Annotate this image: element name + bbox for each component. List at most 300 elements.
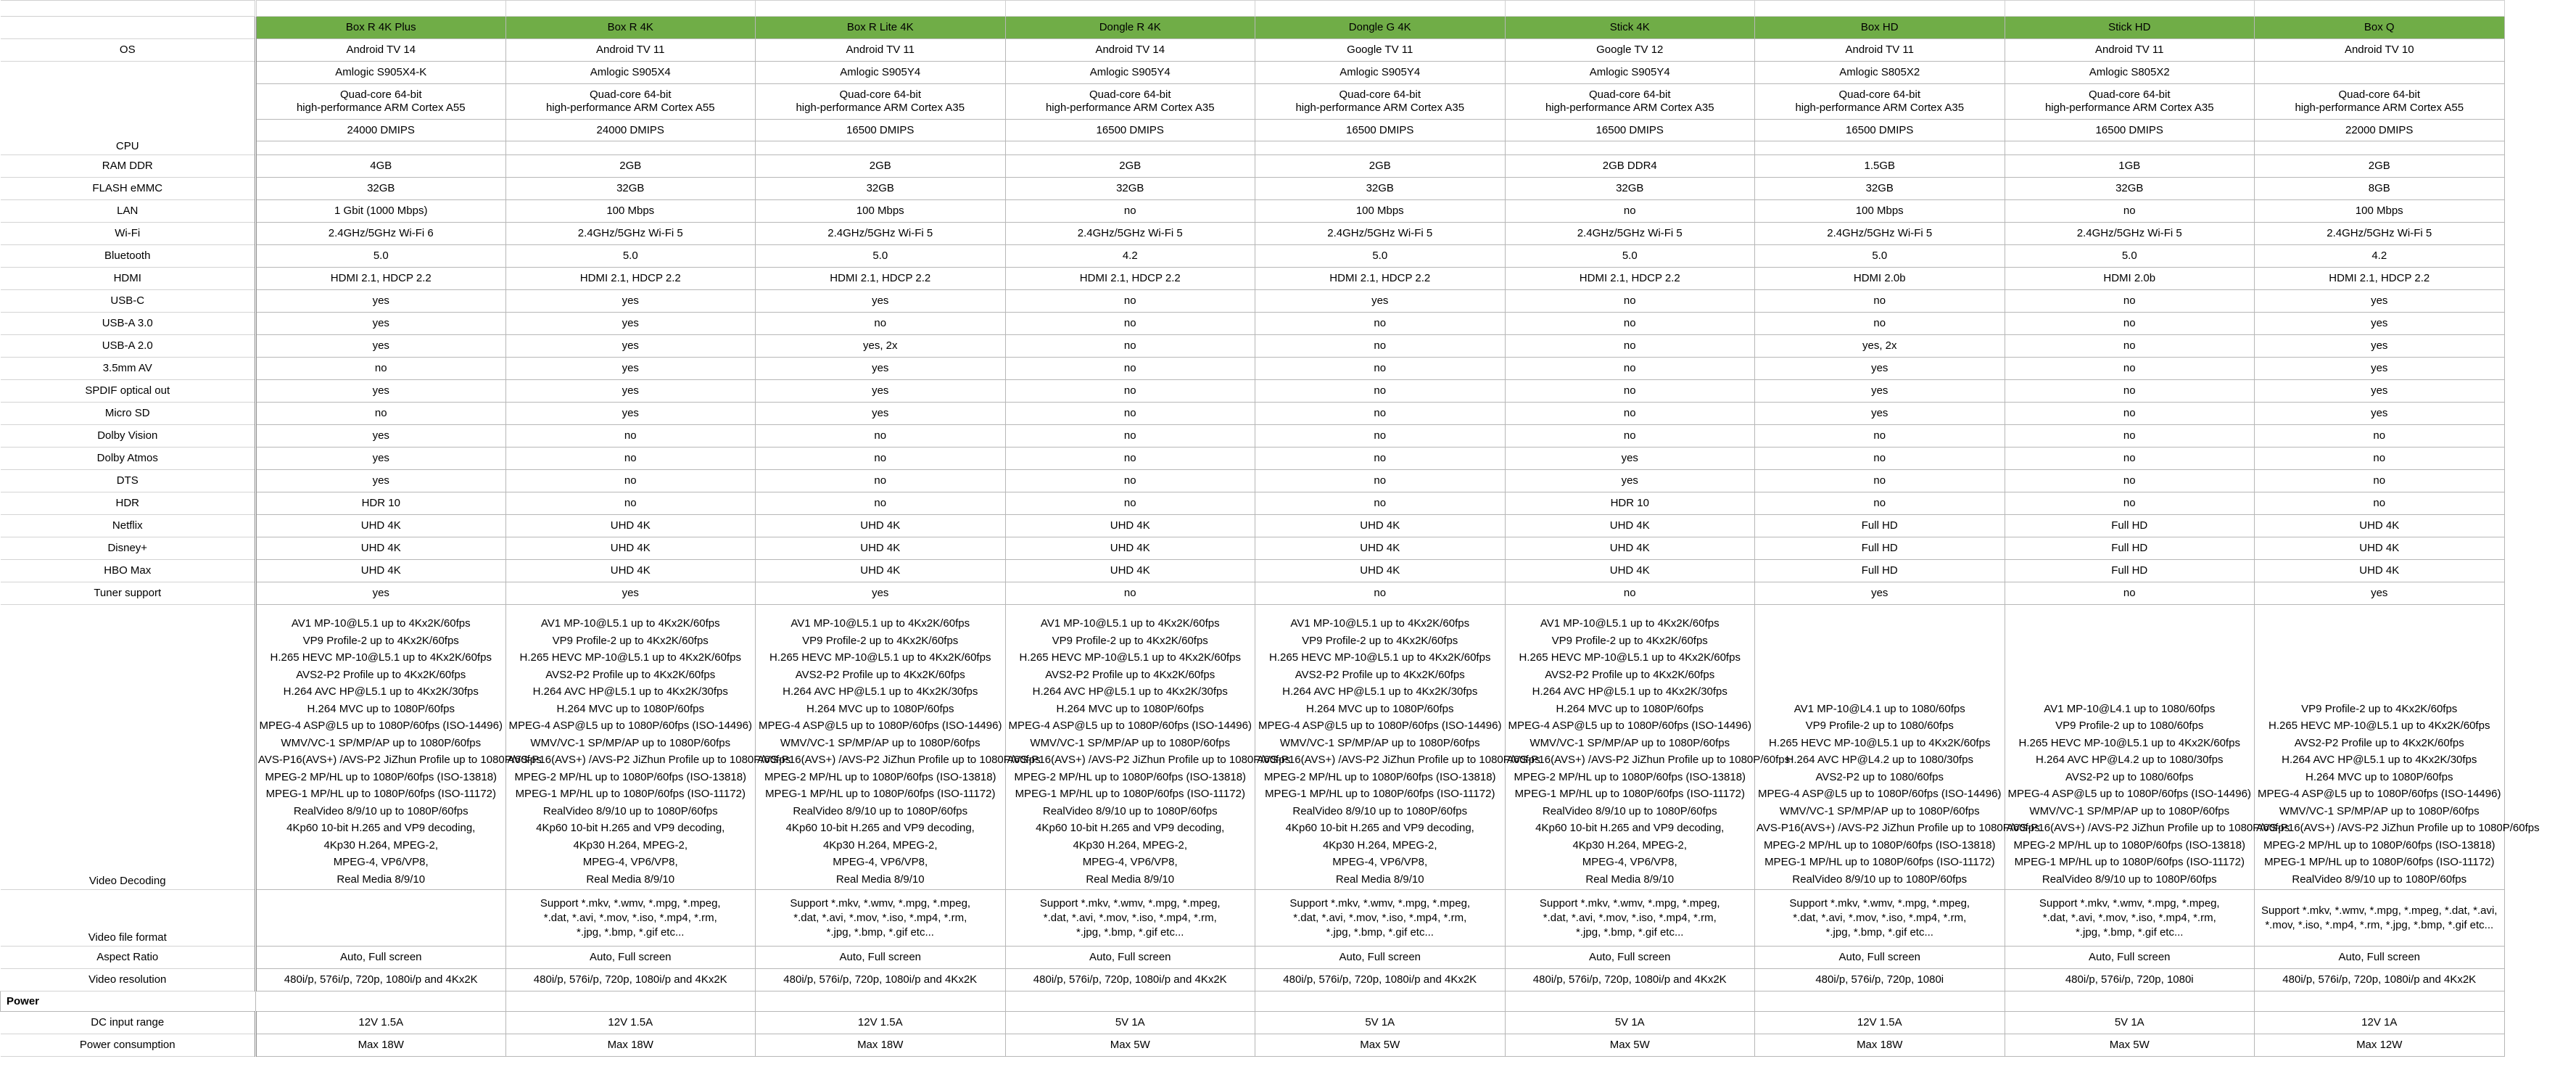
column-header-box-r-lite-4k[interactable]: Box R Lite 4K: [756, 17, 1006, 39]
spec-cell[interactable]: Max 5W: [1505, 1034, 1755, 1057]
spec-cell[interactable]: yes: [1505, 470, 1755, 492]
spec-cell[interactable]: yes: [2255, 358, 2505, 380]
spec-cell[interactable]: 480i/p, 576i/p, 720p, 1080i/p and 4Kx2K: [2255, 969, 2505, 991]
spec-cell[interactable]: 480i/p, 576i/p, 720p, 1080i/p and 4Kx2K: [505, 969, 756, 991]
row-label-tuner-support[interactable]: Tuner support: [1, 582, 256, 605]
cell-empty[interactable]: [756, 991, 1006, 1012]
row-label-aspect-ratio[interactable]: Aspect Ratio: [1, 947, 256, 969]
spec-cell[interactable]: 12V 1.5A: [505, 1012, 756, 1034]
spec-cell[interactable]: yes: [256, 380, 506, 403]
spec-cell[interactable]: yes: [256, 290, 506, 313]
cell-empty[interactable]: [2255, 1, 2505, 17]
spec-cell[interactable]: Amlogic S905X4-K: [256, 62, 506, 84]
spec-cell[interactable]: no: [505, 470, 756, 492]
spec-cell[interactable]: Auto, Full screen: [2255, 947, 2505, 969]
spec-cell[interactable]: UHD 4K: [1505, 537, 1755, 560]
spec-cell[interactable]: yes: [2255, 335, 2505, 358]
row-label-dts[interactable]: DTS: [1, 470, 256, 492]
spec-cell[interactable]: 1 Gbit (1000 Mbps): [256, 200, 506, 223]
spec-cell[interactable]: Full HD: [1755, 515, 2005, 537]
cell-empty[interactable]: [1005, 141, 1255, 155]
spec-cell[interactable]: Amlogic S805X2: [2005, 62, 2255, 84]
row-label-cpu[interactable]: CPU: [1, 62, 256, 155]
spec-cell[interactable]: no: [1505, 290, 1755, 313]
spec-cell[interactable]: 24000 DMIPS: [256, 120, 506, 141]
spec-cell[interactable]: Max 18W: [505, 1034, 756, 1057]
spec-cell[interactable]: no: [505, 448, 756, 470]
spec-cell[interactable]: yes: [1255, 290, 1506, 313]
spec-cell[interactable]: no: [1505, 200, 1755, 223]
column-header-box-r-4k[interactable]: Box R 4K: [505, 17, 756, 39]
spec-cell[interactable]: Android TV 11: [2005, 39, 2255, 62]
spec-cell[interactable]: HDMI 2.1, HDCP 2.2: [1005, 268, 1255, 290]
spec-cell[interactable]: yes: [2255, 290, 2505, 313]
spec-cell[interactable]: [256, 890, 506, 947]
cell-empty[interactable]: [1, 17, 256, 39]
cell-empty[interactable]: [2255, 141, 2505, 155]
spec-cell[interactable]: UHD 4K: [505, 537, 756, 560]
spec-cell[interactable]: UHD 4K: [256, 537, 506, 560]
spec-cell[interactable]: Auto, Full screen: [756, 947, 1006, 969]
spec-cell[interactable]: Support *.mkv, *.wmv, *.mpg, *.mpeg, *.dat, *.avi, *.mov, *.iso, *.mp4, *.rm, *.jpg, *.bmp, *.gif etc...: [1005, 890, 1255, 947]
spec-cell[interactable]: Amlogic S905Y4: [1255, 62, 1506, 84]
spec-cell[interactable]: 24000 DMIPS: [505, 120, 756, 141]
spec-cell[interactable]: 2.4GHz/5GHz Wi-Fi 6: [256, 223, 506, 245]
spec-cell[interactable]: yes: [505, 358, 756, 380]
spec-cell[interactable]: no: [1505, 335, 1755, 358]
spec-cell[interactable]: 16500 DMIPS: [2005, 120, 2255, 141]
spec-cell[interactable]: 32GB: [1755, 178, 2005, 200]
spec-cell[interactable]: Quad-core 64-bit high-performance ARM Cortex A55: [505, 84, 756, 120]
spec-cell[interactable]: no: [1255, 358, 1506, 380]
spec-cell[interactable]: Quad-core 64-bit high-performance ARM Cortex A35: [1755, 84, 2005, 120]
spec-cell[interactable]: AV1 MP-10@L4.1 up to 1080/60fps VP9 Profile-2 up to 1080/60fps H.265 HEVC MP-10@L5.1 up to 4Kx2K/60fps H.264 AVC HP@L4.2 up to 1080/30fps AVS2-P2 up to 1080/60fps MPEG-4 ASP@L5 up to 1080P/60fps (ISO-14496) WMV/VC-1 SP/MP/AP up to 1080P/60fps AVS-P16(AVS+) /AVS-P2 JiZhun Profile up to 1080P/60fps MPEG-2 MP/HL up to 1080P/60fps (ISO-13818) MPEG-1 MP/HL up to 1080P/60fps (ISO-11172) RealVideo 8/9/10 up to 1080P/60fps: [1755, 605, 2005, 890]
spec-cell[interactable]: AV1 MP-10@L5.1 up to 4Kx2K/60fps VP9 Profile-2 up to 4Kx2K/60fps H.265 HEVC MP-10@L5.1 up to 4Kx2K/60fps AVS2-P2 Profile up to 4Kx2K/60fps H.264 AVC HP@L5.1 up to 4Kx2K/30fps H.264 MVC up to 1080P/60fps MPEG-4 ASP@L5 up to 1080P/60fps (ISO-14496) WMV/VC-1 SP/MP/AP up to 1080P/60fps AVS-P16(AVS+) /AVS-P2 JiZhun Profile up to 1080P/60fps MPEG-2 MP/HL up to 1080P/60fps (ISO-13818) MPEG-1 MP/HL up to 1080P/60fps (ISO-11172) RealVideo 8/9/10 up to 1080P/60fps 4Kp60 10-bit H.265 and VP9 decoding, 4Kp30 H.264, MPEG-2, MPEG-4, VP6/VP8, Real Media 8/9/10: [1255, 605, 1506, 890]
row-label-video-decoding[interactable]: Video Decoding: [1, 605, 256, 890]
spec-cell[interactable]: 5.0: [1505, 245, 1755, 268]
spec-cell[interactable]: UHD 4K: [2255, 560, 2505, 582]
spec-cell[interactable]: 12V 1.5A: [756, 1012, 1006, 1034]
spec-cell[interactable]: no: [1755, 448, 2005, 470]
spec-cell[interactable]: Quad-core 64-bit high-performance ARM Cortex A55: [2255, 84, 2505, 120]
cell-empty[interactable]: [1505, 141, 1755, 155]
spec-cell[interactable]: Amlogic S905Y4: [756, 62, 1006, 84]
spec-cell[interactable]: Quad-core 64-bit high-performance ARM Cortex A35: [2005, 84, 2255, 120]
spec-cell[interactable]: no: [2005, 470, 2255, 492]
spec-cell[interactable]: yes: [256, 425, 506, 448]
row-label-os[interactable]: OS: [1, 39, 256, 62]
spec-cell[interactable]: 2.4GHz/5GHz Wi-Fi 5: [1755, 223, 2005, 245]
spec-cell[interactable]: AV1 MP-10@L4.1 up to 1080/60fps VP9 Profile-2 up to 1080/60fps H.265 HEVC MP-10@L5.1 up to 4Kx2K/60fps H.264 AVC HP@L4.2 up to 1080/30fps AVS2-P2 up to 1080/60fps MPEG-4 ASP@L5 up to 1080P/60fps (ISO-14496) WMV/VC-1 SP/MP/AP up to 1080P/60fps AVS-P16(AVS+) /AVS-P2 JiZhun Profile up to 1080P/60fps MPEG-2 MP/HL up to 1080P/60fps (ISO-13818) MPEG-1 MP/HL up to 1080P/60fps (ISO-11172) RealVideo 8/9/10 up to 1080P/60fps: [2005, 605, 2255, 890]
spec-cell[interactable]: no: [1505, 358, 1755, 380]
spec-cell[interactable]: 32GB: [2005, 178, 2255, 200]
spec-cell[interactable]: Support *.mkv, *.wmv, *.mpg, *.mpeg, *.dat, *.avi, *.mov, *.iso, *.mp4, *.rm, *.jpg, *.bmp, *.gif etc...: [1755, 890, 2005, 947]
spec-cell[interactable]: yes: [256, 470, 506, 492]
cell-empty[interactable]: [2005, 1, 2255, 17]
spec-cell[interactable]: 12V 1A: [2255, 1012, 2505, 1034]
spec-cell[interactable]: UHD 4K: [256, 560, 506, 582]
row-label-video-resolution[interactable]: Video resolution: [1, 969, 256, 991]
spec-cell[interactable]: 5.0: [1755, 245, 2005, 268]
spec-cell[interactable]: yes: [756, 403, 1006, 425]
spec-cell[interactable]: Quad-core 64-bit high-performance ARM Cortex A35: [1255, 84, 1506, 120]
spec-cell[interactable]: no: [756, 448, 1006, 470]
spec-cell[interactable]: Max 18W: [1755, 1034, 2005, 1057]
spec-cell[interactable]: Full HD: [1755, 537, 2005, 560]
row-label-ram-ddr[interactable]: RAM DDR: [1, 155, 256, 178]
row-label-3-5mm-av[interactable]: 3.5mm AV: [1, 358, 256, 380]
spec-cell[interactable]: UHD 4K: [505, 515, 756, 537]
spec-cell[interactable]: Auto, Full screen: [256, 947, 506, 969]
cell-empty[interactable]: [1755, 991, 2005, 1012]
spec-cell[interactable]: Quad-core 64-bit high-performance ARM Cortex A35: [1505, 84, 1755, 120]
spec-cell[interactable]: 2.4GHz/5GHz Wi-Fi 5: [1505, 223, 1755, 245]
spec-cell[interactable]: Google TV 11: [1255, 39, 1506, 62]
spec-cell[interactable]: yes: [505, 335, 756, 358]
spec-cell[interactable]: yes: [505, 313, 756, 335]
spec-cell[interactable]: no: [505, 425, 756, 448]
spec-cell[interactable]: yes: [2255, 403, 2505, 425]
spec-cell[interactable]: no: [2005, 358, 2255, 380]
spec-cell[interactable]: UHD 4K: [756, 537, 1006, 560]
spec-cell[interactable]: Auto, Full screen: [1505, 947, 1755, 969]
spec-cell[interactable]: yes: [1755, 403, 2005, 425]
spec-cell[interactable]: 32GB: [1505, 178, 1755, 200]
row-label-hdmi[interactable]: HDMI: [1, 268, 256, 290]
spec-cell[interactable]: Android TV 11: [756, 39, 1006, 62]
spec-cell[interactable]: Amlogic S905Y4: [1505, 62, 1755, 84]
spec-cell[interactable]: UHD 4K: [1505, 560, 1755, 582]
spec-cell[interactable]: 32GB: [1005, 178, 1255, 200]
row-label-disney[interactable]: Disney+: [1, 537, 256, 560]
spec-cell[interactable]: no: [2255, 470, 2505, 492]
spec-cell[interactable]: Support *.mkv, *.wmv, *.mpg, *.mpeg, *.dat, *.avi, *.mov, *.iso, *.mp4, *.rm, *.jpg, *.bmp, *.gif etc...: [1255, 890, 1506, 947]
cell-empty[interactable]: [1, 1, 256, 17]
spec-cell[interactable]: no: [1255, 425, 1506, 448]
spec-cell[interactable]: no: [1755, 290, 2005, 313]
spec-cell[interactable]: no: [1005, 290, 1255, 313]
spec-cell[interactable]: HDMI 2.0b: [1755, 268, 2005, 290]
spec-cell[interactable]: 5.0: [756, 245, 1006, 268]
spec-cell[interactable]: Amlogic S905Y4: [1005, 62, 1255, 84]
spec-cell[interactable]: 480i/p, 576i/p, 720p, 1080i/p and 4Kx2K: [1505, 969, 1755, 991]
spec-cell[interactable]: Quad-core 64-bit high-performance ARM Cortex A35: [1005, 84, 1255, 120]
cell-empty[interactable]: [256, 991, 506, 1012]
spec-cell[interactable]: HDR 10: [256, 492, 506, 515]
spec-cell[interactable]: yes: [505, 380, 756, 403]
spec-cell[interactable]: no: [2005, 403, 2255, 425]
spec-cell[interactable]: 2GB: [505, 155, 756, 178]
spec-cell[interactable]: 32GB: [256, 178, 506, 200]
spec-cell[interactable]: Auto, Full screen: [2005, 947, 2255, 969]
row-label-dolby-atmos[interactable]: Dolby Atmos: [1, 448, 256, 470]
spec-cell[interactable]: AV1 MP-10@L5.1 up to 4Kx2K/60fps VP9 Profile-2 up to 4Kx2K/60fps H.265 HEVC MP-10@L5.1 up to 4Kx2K/60fps AVS2-P2 Profile up to 4Kx2K/60fps H.264 AVC HP@L5.1 up to 4Kx2K/30fps H.264 MVC up to 1080P/60fps MPEG-4 ASP@L5 up to 1080P/60fps (ISO-14496) WMV/VC-1 SP/MP/AP up to 1080P/60fps AVS-P16(AVS+) /AVS-P2 JiZhun Profile up to 1080P/60fps MPEG-2 MP/HL up to 1080P/60fps (ISO-13818) MPEG-1 MP/HL up to 1080P/60fps (ISO-11172) RealVideo 8/9/10 up to 1080P/60fps 4Kp60 10-bit H.265 and VP9 decoding, 4Kp30 H.264, MPEG-2, MPEG-4, VP6/VP8, Real Media 8/9/10: [1505, 605, 1755, 890]
spec-cell[interactable]: AV1 MP-10@L5.1 up to 4Kx2K/60fps VP9 Profile-2 up to 4Kx2K/60fps H.265 HEVC MP-10@L5.1 up to 4Kx2K/60fps AVS2-P2 Profile up to 4Kx2K/60fps H.264 AVC HP@L5.1 up to 4Kx2K/30fps H.264 MVC up to 1080P/60fps MPEG-4 ASP@L5 up to 1080P/60fps (ISO-14496) WMV/VC-1 SP/MP/AP up to 1080P/60fps AVS-P16(AVS+) /AVS-P2 JiZhun Profile up to 1080P/60fps MPEG-2 MP/HL up to 1080P/60fps (ISO-13818) MPEG-1 MP/HL up to 1080P/60fps (ISO-11172) RealVideo 8/9/10 up to 1080P/60fps 4Kp60 10-bit H.265 and VP9 decoding, 4Kp30 H.264, MPEG-2, MPEG-4, VP6/VP8, Real Media 8/9/10: [256, 605, 506, 890]
spec-cell[interactable]: no: [1755, 425, 2005, 448]
spec-cell[interactable]: 100 Mbps: [1755, 200, 2005, 223]
spec-cell[interactable]: UHD 4K: [2255, 515, 2505, 537]
spec-cell[interactable]: 4GB: [256, 155, 506, 178]
cell-empty[interactable]: [1505, 1, 1755, 17]
spec-cell[interactable]: no: [1005, 335, 1255, 358]
spec-cell[interactable]: no: [1005, 313, 1255, 335]
spec-cell[interactable]: 480i/p, 576i/p, 720p, 1080i: [1755, 969, 2005, 991]
spec-cell[interactable]: yes: [1755, 380, 2005, 403]
spec-cell[interactable]: no: [1255, 492, 1506, 515]
spec-cell[interactable]: 16500 DMIPS: [1005, 120, 1255, 141]
spec-cell[interactable]: 100 Mbps: [505, 200, 756, 223]
spec-cell[interactable]: UHD 4K: [505, 560, 756, 582]
spec-cell[interactable]: UHD 4K: [1005, 515, 1255, 537]
cell-empty[interactable]: [756, 1, 1006, 17]
spec-cell[interactable]: no: [1005, 448, 1255, 470]
spec-cell[interactable]: no: [1505, 403, 1755, 425]
spec-cell[interactable]: no: [1755, 470, 2005, 492]
spec-cell[interactable]: yes: [2255, 380, 2505, 403]
spec-cell[interactable]: Support *.mkv, *.wmv, *.mpg, *.mpeg, *.dat, *.avi, *.mov, *.iso, *.mp4, *.rm, *.jpg, *.bmp, *.gif etc...: [2005, 890, 2255, 947]
column-header-box-hd[interactable]: Box HD: [1755, 17, 2005, 39]
spec-cell[interactable]: 2GB: [2255, 155, 2505, 178]
spec-cell[interactable]: Max 5W: [1005, 1034, 1255, 1057]
spec-cell[interactable]: Amlogic S805X2: [1755, 62, 2005, 84]
spec-cell[interactable]: UHD 4K: [1255, 537, 1506, 560]
spec-cell[interactable]: yes: [505, 582, 756, 605]
spec-cell[interactable]: 2.4GHz/5GHz Wi-Fi 5: [2005, 223, 2255, 245]
spec-cell[interactable]: yes, 2x: [1755, 335, 2005, 358]
spec-cell[interactable]: HDR 10: [1505, 492, 1755, 515]
spec-cell[interactable]: Support *.mkv, *.wmv, *.mpg, *.mpeg, *.dat, *.avi, *.mov, *.iso, *.mp4, *.rm, *.jpg, *.bmp, *.gif etc...: [756, 890, 1006, 947]
cell-empty[interactable]: [505, 1, 756, 17]
cell-empty[interactable]: [2005, 141, 2255, 155]
spec-cell[interactable]: no: [2005, 313, 2255, 335]
spec-cell[interactable]: Quad-core 64-bit high-performance ARM Cortex A55: [256, 84, 506, 120]
spec-cell[interactable]: no: [2255, 448, 2505, 470]
spec-cell[interactable]: Max 5W: [2005, 1034, 2255, 1057]
spec-cell[interactable]: Amlogic S905X4: [505, 62, 756, 84]
spec-cell[interactable]: HDMI 2.1, HDCP 2.2: [505, 268, 756, 290]
spec-cell[interactable]: yes: [1755, 358, 2005, 380]
column-header-box-q[interactable]: Box Q: [2255, 17, 2505, 39]
cell-empty[interactable]: [256, 1, 506, 17]
column-header-stick-4k[interactable]: Stick 4K: [1505, 17, 1755, 39]
spec-cell[interactable]: 480i/p, 576i/p, 720p, 1080i/p and 4Kx2K: [756, 969, 1006, 991]
spec-cell[interactable]: 2.4GHz/5GHz Wi-Fi 5: [756, 223, 1006, 245]
cell-empty[interactable]: [1255, 141, 1506, 155]
spec-cell[interactable]: no: [2005, 448, 2255, 470]
spec-cell[interactable]: yes: [756, 582, 1006, 605]
spec-cell[interactable]: no: [1005, 200, 1255, 223]
spec-cell[interactable]: no: [1005, 380, 1255, 403]
spec-cell[interactable]: 100 Mbps: [1255, 200, 1506, 223]
spec-cell[interactable]: no: [1005, 470, 1255, 492]
row-label-micro-sd[interactable]: Micro SD: [1, 403, 256, 425]
cell-empty[interactable]: [2005, 991, 2255, 1012]
spec-cell[interactable]: 5.0: [256, 245, 506, 268]
spec-cell[interactable]: no: [1505, 313, 1755, 335]
spec-cell[interactable]: 5.0: [505, 245, 756, 268]
spec-cell[interactable]: 2.4GHz/5GHz Wi-Fi 5: [1005, 223, 1255, 245]
row-label-power-consumption[interactable]: Power consumption: [1, 1034, 256, 1057]
spec-cell[interactable]: 100 Mbps: [2255, 200, 2505, 223]
spec-cell[interactable]: no: [1755, 492, 2005, 515]
cell-empty[interactable]: [1255, 991, 1506, 1012]
spec-cell[interactable]: no: [1255, 470, 1506, 492]
spec-cell[interactable]: 480i/p, 576i/p, 720p, 1080i/p and 4Kx2K: [256, 969, 506, 991]
spec-cell[interactable]: UHD 4K: [1255, 515, 1506, 537]
spec-cell[interactable]: 5.0: [2005, 245, 2255, 268]
spec-cell[interactable]: 2GB: [1255, 155, 1506, 178]
column-header-dongle-g-4k[interactable]: Dongle G 4K: [1255, 17, 1506, 39]
row-label-wi-fi[interactable]: Wi-Fi: [1, 223, 256, 245]
spec-cell[interactable]: 5.0: [1255, 245, 1506, 268]
spec-cell[interactable]: yes: [505, 403, 756, 425]
spec-cell[interactable]: no: [1005, 403, 1255, 425]
spec-cell[interactable]: UHD 4K: [1005, 560, 1255, 582]
spec-cell[interactable]: no: [1255, 448, 1506, 470]
spec-cell[interactable]: Max 18W: [256, 1034, 506, 1057]
row-label-spdif-optical-out[interactable]: SPDIF optical out: [1, 380, 256, 403]
spec-cell[interactable]: no: [2005, 425, 2255, 448]
spec-cell[interactable]: no: [2005, 335, 2255, 358]
row-label-flash-emmc[interactable]: FLASH eMMC: [1, 178, 256, 200]
column-header-box-r-4k-plus[interactable]: Box R 4K Plus: [256, 17, 506, 39]
spec-cell[interactable]: no: [2005, 492, 2255, 515]
spec-cell[interactable]: yes: [505, 290, 756, 313]
spec-cell[interactable]: no: [2005, 200, 2255, 223]
section-heading-power[interactable]: Power: [1, 991, 256, 1012]
row-label-usb-a-2-0[interactable]: USB-A 2.0: [1, 335, 256, 358]
spec-cell[interactable]: no: [756, 492, 1006, 515]
spec-cell[interactable]: 12V 1.5A: [256, 1012, 506, 1034]
spec-cell[interactable]: Support *.mkv, *.wmv, *.mpg, *.mpeg, *.dat, *.avi, *.mov, *.iso, *.mp4, *.rm, *.jpg, *.bmp, *.gif etc...: [2255, 890, 2505, 947]
spec-cell[interactable]: AV1 MP-10@L5.1 up to 4Kx2K/60fps VP9 Profile-2 up to 4Kx2K/60fps H.265 HEVC MP-10@L5.1 up to 4Kx2K/60fps AVS2-P2 Profile up to 4Kx2K/60fps H.264 AVC HP@L5.1 up to 4Kx2K/30fps H.264 MVC up to 1080P/60fps MPEG-4 ASP@L5 up to 1080P/60fps (ISO-14496) WMV/VC-1 SP/MP/AP up to 1080P/60fps AVS-P16(AVS+) /AVS-P2 JiZhun Profile up to 1080P/60fps MPEG-2 MP/HL up to 1080P/60fps (ISO-13818) MPEG-1 MP/HL up to 1080P/60fps (ISO-11172) RealVideo 8/9/10 up to 1080P/60fps 4Kp60 10-bit H.265 and VP9 decoding, 4Kp30 H.264, MPEG-2, MPEG-4, VP6/VP8, Real Media 8/9/10: [505, 605, 756, 890]
spec-cell[interactable]: Auto, Full screen: [1255, 947, 1506, 969]
spec-cell[interactable]: 22000 DMIPS: [2255, 120, 2505, 141]
spec-cell[interactable]: HDMI 2.1, HDCP 2.2: [756, 268, 1006, 290]
spec-cell[interactable]: 12V 1.5A: [1755, 1012, 2005, 1034]
spec-cell[interactable]: [2255, 62, 2505, 84]
spec-cell[interactable]: 480i/p, 576i/p, 720p, 1080i/p and 4Kx2K: [1255, 969, 1506, 991]
spec-cell[interactable]: Full HD: [1755, 560, 2005, 582]
spec-cell[interactable]: 8GB: [2255, 178, 2505, 200]
spec-cell[interactable]: Full HD: [2005, 515, 2255, 537]
spec-cell[interactable]: 16500 DMIPS: [1505, 120, 1755, 141]
row-label-usb-c[interactable]: USB-C: [1, 290, 256, 313]
spec-cell[interactable]: Support *.mkv, *.wmv, *.mpg, *.mpeg, *.dat, *.avi, *.mov, *.iso, *.mp4, *.rm, *.jpg, *.bmp, *.gif etc...: [505, 890, 756, 947]
row-label-bluetooth[interactable]: Bluetooth: [1, 245, 256, 268]
spec-cell[interactable]: Auto, Full screen: [1755, 947, 2005, 969]
spec-cell[interactable]: UHD 4K: [756, 560, 1006, 582]
spec-cell[interactable]: 4.2: [2255, 245, 2505, 268]
row-label-lan[interactable]: LAN: [1, 200, 256, 223]
spec-cell[interactable]: 1.5GB: [1755, 155, 2005, 178]
row-label-dc-input-range[interactable]: DC input range: [1, 1012, 256, 1034]
spec-cell[interactable]: yes: [756, 290, 1006, 313]
spec-cell[interactable]: 2.4GHz/5GHz Wi-Fi 5: [505, 223, 756, 245]
spec-cell[interactable]: no: [1255, 380, 1506, 403]
row-label-video-file-format[interactable]: Video file format: [1, 890, 256, 947]
spec-cell[interactable]: no: [1255, 313, 1506, 335]
row-label-usb-a-3-0[interactable]: USB-A 3.0: [1, 313, 256, 335]
spec-cell[interactable]: Full HD: [2005, 560, 2255, 582]
spec-cell[interactable]: no: [1005, 358, 1255, 380]
spec-cell[interactable]: AV1 MP-10@L5.1 up to 4Kx2K/60fps VP9 Profile-2 up to 4Kx2K/60fps H.265 HEVC MP-10@L5.1 up to 4Kx2K/60fps AVS2-P2 Profile up to 4Kx2K/60fps H.264 AVC HP@L5.1 up to 4Kx2K/30fps H.264 MVC up to 1080P/60fps MPEG-4 ASP@L5 up to 1080P/60fps (ISO-14496) WMV/VC-1 SP/MP/AP up to 1080P/60fps AVS-P16(AVS+) /AVS-P2 JiZhun Profile up to 1080P/60fps MPEG-2 MP/HL up to 1080P/60fps (ISO-13818) MPEG-1 MP/HL up to 1080P/60fps (ISO-11172) RealVideo 8/9/10 up to 1080P/60fps 4Kp60 10-bit H.265 and VP9 decoding, 4Kp30 H.264, MPEG-2, MPEG-4, VP6/VP8, Real Media 8/9/10: [756, 605, 1006, 890]
spec-cell[interactable]: 1GB: [2005, 155, 2255, 178]
spec-cell[interactable]: Max 12W: [2255, 1034, 2505, 1057]
spec-cell[interactable]: no: [1005, 582, 1255, 605]
spec-cell[interactable]: Auto, Full screen: [1005, 947, 1255, 969]
spec-cell[interactable]: UHD 4K: [1505, 515, 1755, 537]
cell-empty[interactable]: [505, 141, 756, 155]
spec-cell[interactable]: 2GB DDR4: [1505, 155, 1755, 178]
spec-cell[interactable]: 16500 DMIPS: [756, 120, 1006, 141]
row-label-dolby-vision[interactable]: Dolby Vision: [1, 425, 256, 448]
spec-cell[interactable]: no: [1005, 425, 1255, 448]
spec-cell[interactable]: no: [2255, 425, 2505, 448]
spec-cell[interactable]: Full HD: [2005, 537, 2255, 560]
spec-cell[interactable]: 4.2: [1005, 245, 1255, 268]
spec-cell[interactable]: Support *.mkv, *.wmv, *.mpg, *.mpeg, *.dat, *.avi, *.mov, *.iso, *.mp4, *.rm, *.jpg, *.bmp, *.gif etc...: [1505, 890, 1755, 947]
cell-empty[interactable]: [1005, 1, 1255, 17]
spec-cell[interactable]: no: [256, 358, 506, 380]
column-header-dongle-r-4k[interactable]: Dongle R 4K: [1005, 17, 1255, 39]
spec-cell[interactable]: Quad-core 64-bit high-performance ARM Cortex A35: [756, 84, 1006, 120]
spec-cell[interactable]: yes: [756, 380, 1006, 403]
cell-empty[interactable]: [2255, 991, 2505, 1012]
spec-cell[interactable]: yes: [256, 448, 506, 470]
spec-cell[interactable]: Android TV 10: [2255, 39, 2505, 62]
spec-cell[interactable]: no: [256, 403, 506, 425]
spec-cell[interactable]: 100 Mbps: [756, 200, 1006, 223]
spec-cell[interactable]: VP9 Profile-2 up to 4Kx2K/60fps H.265 HEVC MP-10@L5.1 up to 4Kx2K/60fps AVS2-P2 Profile up to 4Kx2K/60fps H.264 AVC HP@L5.1 up to 4Kx2K/30fps H.264 MVC up to 1080P/60fps MPEG-4 ASP@L5 up to 1080P/60fps (ISO-14496) WMV/VC-1 SP/MP/AP up to 1080P/60fps AVS-P16(AVS+) /AVS-P2 JiZhun Profile up to 1080P/60fps MPEG-2 MP/HL up to 1080P/60fps (ISO-13818) MPEG-1 MP/HL up to 1080P/60fps (ISO-11172) RealVideo 8/9/10 up to 1080P/60fps: [2255, 605, 2505, 890]
spec-cell[interactable]: Max 5W: [1255, 1034, 1506, 1057]
cell-empty[interactable]: [756, 141, 1006, 155]
column-header-stick-hd[interactable]: Stick HD: [2005, 17, 2255, 39]
spec-cell[interactable]: yes: [2255, 582, 2505, 605]
spec-cell[interactable]: no: [1255, 582, 1506, 605]
cell-empty[interactable]: [1755, 1, 2005, 17]
cell-empty[interactable]: [1755, 141, 2005, 155]
spec-cell[interactable]: 2GB: [756, 155, 1006, 178]
spec-cell[interactable]: Android TV 14: [1005, 39, 1255, 62]
spec-cell[interactable]: 5V 1A: [1255, 1012, 1506, 1034]
spec-cell[interactable]: 480i/p, 576i/p, 720p, 1080i/p and 4Kx2K: [1005, 969, 1255, 991]
spec-cell[interactable]: no: [1005, 492, 1255, 515]
spec-cell[interactable]: Auto, Full screen: [505, 947, 756, 969]
spec-cell[interactable]: UHD 4K: [756, 515, 1006, 537]
spec-cell[interactable]: 5V 1A: [2005, 1012, 2255, 1034]
spec-cell[interactable]: UHD 4K: [256, 515, 506, 537]
spec-cell[interactable]: UHD 4K: [1005, 537, 1255, 560]
spec-cell[interactable]: 16500 DMIPS: [1755, 120, 2005, 141]
spec-cell[interactable]: HDMI 2.1, HDCP 2.2: [2255, 268, 2505, 290]
spec-cell[interactable]: Android TV 11: [1755, 39, 2005, 62]
spec-cell[interactable]: no: [1505, 425, 1755, 448]
spec-cell[interactable]: yes: [1755, 582, 2005, 605]
spec-cell[interactable]: Android TV 14: [256, 39, 506, 62]
row-label-hbo-max[interactable]: HBO Max: [1, 560, 256, 582]
spec-cell[interactable]: 32GB: [756, 178, 1006, 200]
spec-cell[interactable]: yes: [256, 335, 506, 358]
spec-cell[interactable]: yes: [256, 313, 506, 335]
spec-cell[interactable]: 5V 1A: [1505, 1012, 1755, 1034]
spec-cell[interactable]: no: [1255, 403, 1506, 425]
spec-cell[interactable]: no: [2005, 380, 2255, 403]
spec-cell[interactable]: 480i/p, 576i/p, 720p, 1080i: [2005, 969, 2255, 991]
spec-cell[interactable]: HDMI 2.1, HDCP 2.2: [1505, 268, 1755, 290]
spec-cell[interactable]: UHD 4K: [1255, 560, 1506, 582]
cell-empty[interactable]: [1005, 991, 1255, 1012]
